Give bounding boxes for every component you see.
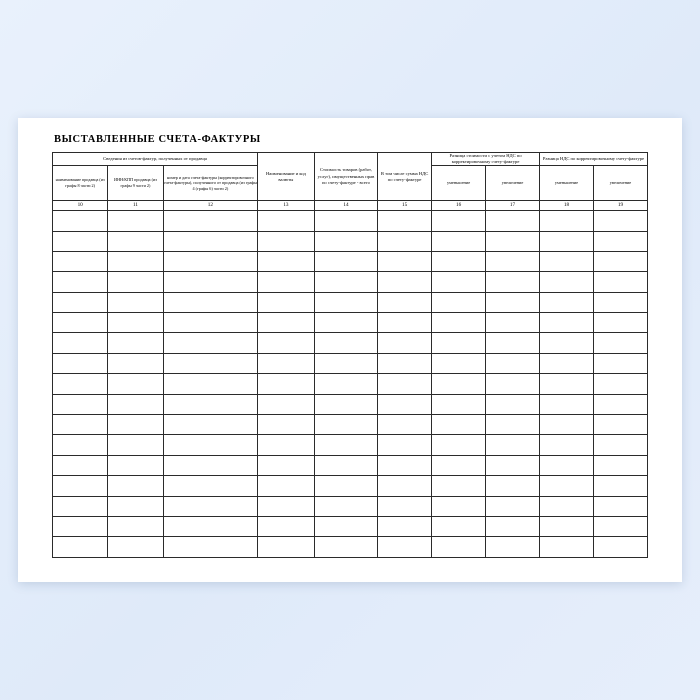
column-number-19: 19 (593, 201, 647, 211)
table-cell[interactable] (258, 231, 315, 251)
table-cell[interactable] (53, 231, 108, 251)
table-cell[interactable] (163, 374, 257, 394)
table-cell[interactable] (314, 231, 377, 251)
group-header-cost-difference: Разница стоимости с учетом НДС по корректировочному счету-фактуре (432, 153, 540, 166)
table-cell[interactable] (258, 292, 315, 312)
table-cell[interactable] (540, 353, 594, 373)
table-cell[interactable] (163, 496, 257, 516)
table-cell[interactable] (593, 455, 647, 475)
column-header-cost-diff-increase: увеличение (486, 166, 540, 201)
table-cell[interactable] (163, 415, 257, 435)
table-cell[interactable] (378, 374, 432, 394)
table-cell[interactable] (540, 435, 594, 455)
table-row[interactable] (53, 251, 648, 271)
table-cell[interactable] (378, 455, 432, 475)
table-cell[interactable] (163, 292, 257, 312)
table-cell[interactable] (593, 394, 647, 414)
table-cell[interactable] (258, 333, 315, 353)
table-cell[interactable] (258, 496, 315, 516)
table-cell[interactable] (432, 415, 486, 435)
column-number-13: 13 (258, 201, 315, 211)
table-cell[interactable] (432, 231, 486, 251)
table-row[interactable] (53, 516, 648, 536)
table-cell[interactable] (163, 537, 257, 557)
table-cell[interactable] (378, 415, 432, 435)
table-cell[interactable] (108, 211, 163, 231)
table-cell[interactable] (593, 231, 647, 251)
table-cell[interactable] (593, 251, 647, 271)
table-cell[interactable] (53, 251, 108, 271)
table-cell[interactable] (593, 333, 647, 353)
table-cell[interactable] (378, 435, 432, 455)
table-cell[interactable] (108, 415, 163, 435)
column-header-cost-diff-decrease: уменьшение (432, 166, 486, 201)
table-cell[interactable] (163, 394, 257, 414)
table-cell[interactable] (593, 516, 647, 536)
column-number-16: 16 (432, 201, 486, 211)
table-cell[interactable] (486, 516, 540, 536)
table-cell[interactable] (108, 394, 163, 414)
table-cell[interactable] (314, 353, 377, 373)
table-row[interactable] (53, 231, 648, 251)
table-cell[interactable] (432, 313, 486, 333)
table-cell[interactable] (314, 476, 377, 496)
table-cell[interactable] (314, 211, 377, 231)
column-number-14: 14 (314, 201, 377, 211)
column-header-invoice-number-date: номер и дата счета-фактуры (корректировочного счета-фактуры), полученного от продавца (из графы 4 (графы 6) части 2) (163, 166, 257, 201)
table-cell[interactable] (432, 537, 486, 557)
group-header-currency: Наименование и код валюты (258, 153, 315, 201)
table-cell[interactable] (258, 516, 315, 536)
table-cell[interactable] (258, 211, 315, 231)
table-cell[interactable] (53, 537, 108, 557)
table-row[interactable] (53, 415, 648, 435)
table-cell[interactable] (486, 435, 540, 455)
table-cell[interactable] (163, 476, 257, 496)
column-number-18: 18 (540, 201, 594, 211)
table-cell[interactable] (53, 455, 108, 475)
table-cell[interactable] (108, 251, 163, 271)
table-cell[interactable] (314, 272, 377, 292)
column-header-vat-diff-increase: увеличение (593, 166, 647, 201)
table-cell[interactable] (108, 537, 163, 557)
invoice-journal-table (52, 152, 648, 558)
table-cell[interactable] (163, 211, 257, 231)
group-header-vat-amount: В том числе сумма НДС по счету-фактуре (378, 153, 432, 201)
table-cell[interactable] (163, 455, 257, 475)
column-number-17: 17 (486, 201, 540, 211)
table-cell[interactable] (540, 211, 594, 231)
table-cell[interactable] (53, 496, 108, 516)
table-cell[interactable] (258, 476, 315, 496)
table-cell[interactable] (53, 476, 108, 496)
table-row[interactable] (53, 435, 648, 455)
table-cell[interactable] (540, 313, 594, 333)
table-cell[interactable] (432, 211, 486, 231)
table-cell[interactable] (540, 272, 594, 292)
table-cell[interactable] (593, 374, 647, 394)
table-cell[interactable] (540, 394, 594, 414)
table-cell[interactable] (432, 251, 486, 271)
column-header-vat-diff-decrease: уменьшение (540, 166, 594, 201)
table-cell[interactable] (540, 537, 594, 557)
table-cell[interactable] (53, 415, 108, 435)
column-number-12: 12 (163, 201, 257, 211)
table-row[interactable] (53, 292, 648, 312)
table-cell[interactable] (53, 435, 108, 455)
table-cell[interactable] (53, 374, 108, 394)
table-cell[interactable] (432, 435, 486, 455)
table-cell[interactable] (258, 455, 315, 475)
group-header-total-cost: Стоимость товаров (работ, услуг), имущественных прав по счету-фактуре - всего (314, 153, 377, 201)
document-content (52, 134, 648, 568)
table-cell[interactable] (593, 476, 647, 496)
table-cell[interactable] (53, 292, 108, 312)
table-cell[interactable] (593, 496, 647, 516)
table-cell[interactable] (378, 394, 432, 414)
table-cell[interactable] (593, 272, 647, 292)
table-cell[interactable] (593, 292, 647, 312)
table-group-header-row (53, 153, 648, 166)
table-cell[interactable] (593, 211, 647, 231)
table-cell[interactable] (432, 292, 486, 312)
table-cell[interactable] (593, 537, 647, 557)
table-row[interactable] (53, 374, 648, 394)
table-cell[interactable] (540, 231, 594, 251)
table-cell[interactable] (314, 313, 377, 333)
column-header-seller-inn-kpp: ИНН/КПП продавца (из графы 9 части 2) (108, 166, 163, 201)
table-cell[interactable] (486, 455, 540, 475)
table-cell[interactable] (378, 231, 432, 251)
table-cell[interactable] (314, 435, 377, 455)
column-header-seller-name: наименование продавца (из графы 8 части 2) (53, 166, 108, 201)
table-cell[interactable] (432, 394, 486, 414)
table-cell[interactable] (432, 333, 486, 353)
table-cell[interactable] (593, 435, 647, 455)
table-cell[interactable] (432, 496, 486, 516)
table-cell[interactable] (540, 415, 594, 435)
table-cell[interactable] (432, 455, 486, 475)
table-cell[interactable] (486, 251, 540, 271)
table-row[interactable] (53, 272, 648, 292)
table-cell[interactable] (108, 292, 163, 312)
table-cell[interactable] (378, 333, 432, 353)
table-cell[interactable] (163, 353, 257, 373)
table-cell[interactable] (258, 353, 315, 373)
table-cell[interactable] (540, 496, 594, 516)
table-cell[interactable] (314, 496, 377, 516)
table-cell[interactable] (314, 516, 377, 536)
table-row[interactable] (53, 394, 648, 414)
table-cell[interactable] (540, 516, 594, 536)
table-cell[interactable] (163, 251, 257, 271)
table-cell[interactable] (432, 374, 486, 394)
table-cell[interactable] (53, 353, 108, 373)
table-cell[interactable] (378, 251, 432, 271)
table-cell[interactable] (163, 516, 257, 536)
table-cell[interactable] (378, 211, 432, 231)
table-cell[interactable] (378, 313, 432, 333)
table-cell[interactable] (258, 537, 315, 557)
table-row[interactable] (53, 496, 648, 516)
group-header-seller-info: Сведения из счетов-фактур, полученных от продавца (53, 153, 258, 166)
table-cell[interactable] (486, 476, 540, 496)
table-cell[interactable] (314, 333, 377, 353)
table-cell[interactable] (314, 537, 377, 557)
table-cell[interactable] (486, 537, 540, 557)
table-cell[interactable] (378, 496, 432, 516)
table-cell[interactable] (432, 516, 486, 536)
table-cell[interactable] (258, 394, 315, 414)
table-cell[interactable] (108, 516, 163, 536)
table-cell[interactable] (108, 333, 163, 353)
table-cell[interactable] (486, 272, 540, 292)
table-cell[interactable] (53, 313, 108, 333)
table-cell[interactable] (108, 476, 163, 496)
table-row[interactable] (53, 476, 648, 496)
group-header-vat-difference: Разница НДС по корректировочному счету-фактуре (540, 153, 648, 166)
table-cell[interactable] (108, 496, 163, 516)
table-cell[interactable] (486, 374, 540, 394)
table-cell[interactable] (314, 292, 377, 312)
table-cell[interactable] (432, 476, 486, 496)
column-number-15: 15 (378, 201, 432, 211)
table-cell[interactable] (314, 374, 377, 394)
table-cell[interactable] (486, 394, 540, 414)
table-cell[interactable] (314, 251, 377, 271)
table-cell[interactable] (163, 333, 257, 353)
table-cell[interactable] (593, 313, 647, 333)
table-cell[interactable] (540, 374, 594, 394)
table-cell[interactable] (258, 374, 315, 394)
table-cell[interactable] (314, 394, 377, 414)
table-cell[interactable] (378, 272, 432, 292)
table-cell[interactable] (53, 272, 108, 292)
table-cell[interactable] (378, 353, 432, 373)
table-cell[interactable] (108, 353, 163, 373)
table-row[interactable] (53, 455, 648, 475)
table-cell[interactable] (540, 476, 594, 496)
table-column-number-row (53, 201, 648, 211)
table-body (53, 211, 648, 558)
table-cell[interactable] (540, 455, 594, 475)
table-cell[interactable] (486, 231, 540, 251)
table-cell[interactable] (108, 231, 163, 251)
table-cell[interactable] (432, 353, 486, 373)
table-cell[interactable] (258, 415, 315, 435)
table-cell[interactable] (108, 455, 163, 475)
table-cell[interactable] (108, 313, 163, 333)
table-row[interactable] (53, 313, 648, 333)
column-number-10: 10 (53, 201, 108, 211)
table-cell[interactable] (486, 292, 540, 312)
table-cell[interactable] (163, 272, 257, 292)
page-title: ВЫСТАВЛЕННЫЕ СЧЕТА-ФАКТУРЫ (54, 134, 261, 145)
table-cell[interactable] (593, 353, 647, 373)
table-cell[interactable] (378, 292, 432, 312)
table-cell[interactable] (486, 211, 540, 231)
table-cell[interactable] (163, 231, 257, 251)
table-cell[interactable] (378, 476, 432, 496)
table-cell[interactable] (258, 272, 315, 292)
table-cell[interactable] (258, 251, 315, 271)
table-cell[interactable] (593, 415, 647, 435)
table-cell[interactable] (486, 415, 540, 435)
table-cell[interactable] (108, 272, 163, 292)
column-number-11: 11 (108, 201, 163, 211)
table-cell[interactable] (486, 496, 540, 516)
table-cell[interactable] (540, 251, 594, 271)
table-row[interactable] (53, 537, 648, 557)
table-cell[interactable] (258, 313, 315, 333)
table-cell[interactable] (163, 313, 257, 333)
table-row[interactable] (53, 211, 648, 231)
table-cell[interactable] (108, 435, 163, 455)
document-sheet (18, 118, 682, 582)
table-cell[interactable] (540, 333, 594, 353)
table-cell[interactable] (53, 516, 108, 536)
table-cell[interactable] (378, 516, 432, 536)
table-row[interactable] (53, 353, 648, 373)
table-cell[interactable] (486, 313, 540, 333)
table-cell[interactable] (432, 272, 486, 292)
table-cell[interactable] (258, 435, 315, 455)
table-cell[interactable] (314, 415, 377, 435)
table-cell[interactable] (53, 394, 108, 414)
table-cell[interactable] (53, 333, 108, 353)
table-cell[interactable] (53, 211, 108, 231)
table-row[interactable] (53, 333, 648, 353)
table-cell[interactable] (314, 455, 377, 475)
table-cell[interactable] (486, 333, 540, 353)
table-cell[interactable] (108, 374, 163, 394)
table-cell[interactable] (378, 537, 432, 557)
table-cell[interactable] (486, 353, 540, 373)
table-cell[interactable] (540, 292, 594, 312)
table-cell[interactable] (163, 435, 257, 455)
